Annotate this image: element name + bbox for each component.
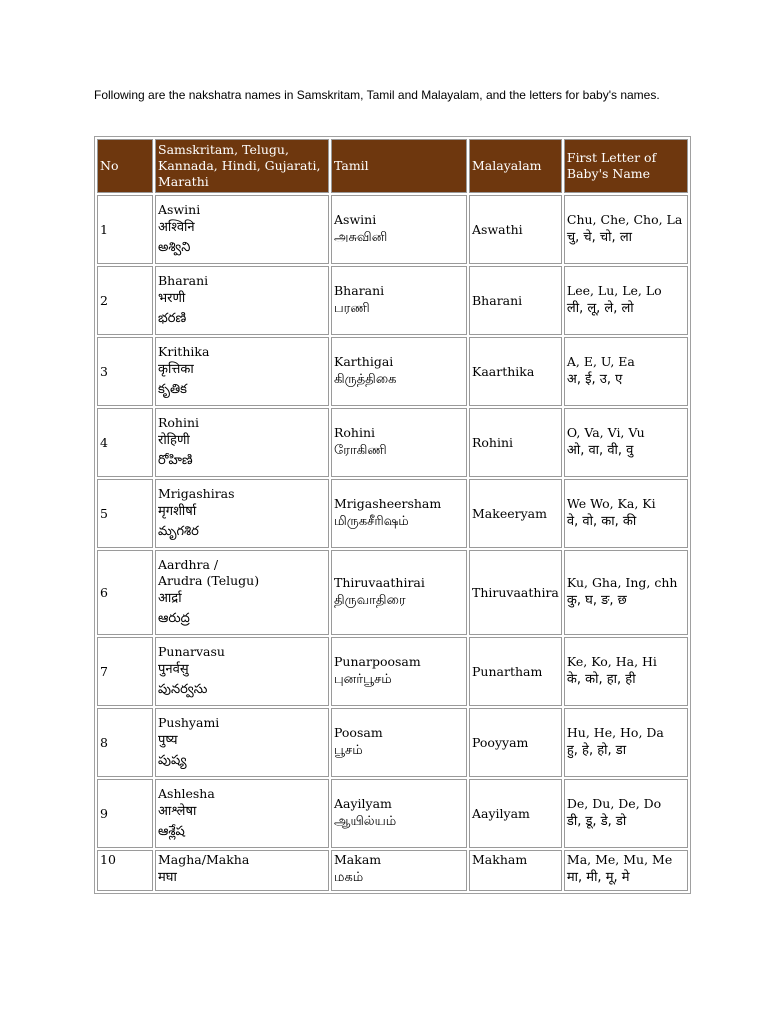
cell-no: 5 (97, 479, 153, 548)
cell-tamil-line: ரோகிணி (334, 442, 387, 458)
cell-malayalam: Rohini (469, 408, 562, 477)
cell-samskritam (155, 195, 329, 264)
cell-first-letter-line: Hu, He, Ho, Da (566, 724, 664, 740)
cell-first-letter-line: ली, लू, ले, लो (566, 300, 634, 316)
cell-malayalam: Bharani (469, 266, 562, 335)
cell-tamil-line: Punarpoosam (334, 653, 421, 669)
cell-tamil-line: மிருகசீரிஷம் (334, 513, 409, 529)
cell-samskritam-line: भरणी (158, 290, 186, 306)
cell-tamil-line: Aswini (334, 211, 377, 227)
cell-first-letter (564, 779, 688, 848)
cell-first-letter-line: Chu, Che, Cho, La (566, 211, 683, 227)
cell-first-letter-line: कु, घ, ङ, छ (566, 592, 627, 608)
table-row (97, 637, 688, 706)
cell-tamil-line: திருவாதிரை (334, 592, 406, 608)
cell-samskritam (155, 637, 329, 706)
cell-tamil-line: பரணி (334, 300, 370, 316)
cell-samskritam-line: Ashlesha (158, 785, 215, 801)
cell-samskritam-line: Aardhra / (158, 556, 219, 572)
cell-first-letter-line: Ma, Me, Mu, Me (566, 852, 673, 867)
table-row (97, 266, 688, 335)
cell-first-letter (564, 479, 688, 548)
cell-malayalam: Thiruvaathira (469, 550, 562, 635)
cell-first-letter-line: अ, ई, उ, ए (566, 371, 623, 387)
cell-samskritam-line: భరణి (158, 310, 187, 326)
cell-malayalam: Makeeryam (469, 479, 562, 548)
cell-first-letter-line: We Wo, Ka, Ki (566, 495, 656, 511)
cell-samskritam-line: आश्लेषा (158, 803, 197, 819)
cell-no: 10 (97, 850, 153, 891)
cell-tamil (331, 708, 467, 777)
cell-tamil-line: Poosam (334, 724, 383, 740)
cell-no: 8 (97, 708, 153, 777)
cell-tamil (331, 195, 467, 264)
cell-first-letter (564, 408, 688, 477)
cell-malayalam: Kaarthika (469, 337, 562, 406)
cell-no: 3 (97, 337, 153, 406)
cell-no: 1 (97, 195, 153, 264)
cell-tamil-line: Aayilyam (334, 795, 392, 811)
table-row (97, 708, 688, 777)
cell-malayalam: Aswathi (469, 195, 562, 264)
cell-samskritam (155, 479, 329, 548)
cell-samskritam (155, 850, 329, 891)
cell-tamil (331, 637, 467, 706)
cell-first-letter-line: O, Va, Vi, Vu (566, 424, 645, 440)
cell-first-letter (564, 266, 688, 335)
cell-samskritam-line: Krithika (158, 343, 210, 359)
cell-samskritam-line: आर्द्रा (158, 590, 182, 606)
cell-samskritam (155, 337, 329, 406)
table-body (97, 195, 688, 891)
cell-samskritam-line: पुष्य (158, 732, 178, 748)
cell-no: 6 (97, 550, 153, 635)
cell-malayalam: Aayilyam (469, 779, 562, 848)
header-first-letter: First Letter of Baby's Name (564, 139, 688, 193)
cell-tamil (331, 337, 467, 406)
cell-samskritam (155, 408, 329, 477)
cell-first-letter (564, 550, 688, 635)
cell-no: 2 (97, 266, 153, 335)
cell-samskritam-line: పుష్య (158, 752, 187, 768)
header-tamil: Tamil (331, 139, 467, 193)
cell-tamil-line: Bharani (334, 282, 385, 298)
cell-samskritam-line: Mrigashiras (158, 485, 235, 501)
table-row (97, 195, 688, 264)
cell-tamil (331, 266, 467, 335)
intro-text: Following are the nakshatra names in Samskritam, Tamil and Malayalam, and the letters for baby's names. (94, 88, 660, 102)
cell-samskritam-line: పునర్వసు (158, 681, 208, 697)
cell-samskritam-line: రోహిణి (158, 452, 193, 468)
cell-samskritam-line: Rohini (158, 414, 200, 430)
cell-tamil-line: Thiruvaathirai (334, 574, 425, 590)
nakshatra-table-container (94, 136, 691, 894)
table-header-row (97, 139, 688, 193)
cell-samskritam-line: मघा (158, 870, 177, 885)
cell-first-letter-line: ओ, वा, वी, वु (566, 442, 634, 458)
cell-samskritam-line: Pushyami (158, 714, 220, 730)
cell-samskritam-line: ఆరుద్ర (158, 610, 190, 626)
cell-samskritam (155, 779, 329, 848)
cell-no: 9 (97, 779, 153, 848)
cell-tamil-line: Mrigasheersham (334, 495, 442, 511)
cell-first-letter (564, 337, 688, 406)
header-samskritam: Samskritam, Telugu, Kannada, Hindi, Gujarati, Marathi (155, 139, 329, 193)
cell-tamil (331, 850, 467, 891)
cell-tamil (331, 479, 467, 548)
cell-tamil-line: பூசம் (334, 742, 363, 758)
cell-first-letter-line: हु, हे, हो, डा (566, 742, 627, 758)
cell-no: 7 (97, 637, 153, 706)
table-row (97, 779, 688, 848)
cell-samskritam-line: Arudra (Telugu) (158, 572, 260, 588)
cell-samskritam (155, 550, 329, 635)
cell-first-letter-line: Ku, Gha, Ing, chh (566, 574, 678, 590)
cell-samskritam-line: ఆశ్లేష (158, 823, 185, 839)
cell-first-letter (564, 195, 688, 264)
cell-first-letter-line: De, Du, De, Do (566, 795, 662, 811)
cell-tamil-line: அசுவினி (334, 229, 388, 245)
cell-samskritam (155, 708, 329, 777)
cell-tamil (331, 408, 467, 477)
cell-first-letter (564, 708, 688, 777)
cell-malayalam: Pooyyam (469, 708, 562, 777)
cell-samskritam-line: कृत्तिका (158, 361, 194, 377)
cell-samskritam-line: అశ్విని (158, 239, 191, 255)
cell-samskritam-line: रोहिणी (158, 432, 190, 448)
cell-tamil-line: கிருத்திகை (334, 371, 397, 387)
cell-samskritam-line: కృతిక (158, 381, 187, 397)
cell-samskritam (155, 266, 329, 335)
cell-first-letter-line: Ke, Ko, Ha, Hi (566, 653, 657, 669)
cell-tamil-line: Karthigai (334, 353, 394, 369)
cell-samskritam-line: Punarvasu (158, 643, 225, 659)
header-malayalam: Malayalam (469, 139, 562, 193)
table-row (97, 850, 688, 891)
cell-first-letter-line: डी, डू, डे, डो (566, 813, 627, 829)
cell-first-letter (564, 637, 688, 706)
cell-tamil-line: புனர்பூசம் (334, 671, 392, 687)
cell-samskritam-line: अश्विनि (158, 219, 195, 235)
nakshatra-table (94, 136, 691, 894)
cell-malayalam: Makham (469, 850, 562, 891)
cell-first-letter-line: मा, मी, मू, मे (566, 870, 630, 885)
cell-first-letter-line: A, E, U, Ea (566, 353, 635, 369)
table-row (97, 408, 688, 477)
cell-tamil (331, 779, 467, 848)
cell-first-letter (564, 850, 688, 891)
cell-samskritam-line: मृगशीर्षा (158, 503, 197, 519)
cell-first-letter-line: के, को, हा, ही (566, 671, 636, 687)
cell-tamil-line: Rohini (334, 424, 376, 440)
cell-samskritam-line: Bharani (158, 272, 209, 288)
cell-first-letter-line: Lee, Lu, Le, Lo (566, 282, 662, 298)
cell-tamil (331, 550, 467, 635)
cell-no: 4 (97, 408, 153, 477)
cell-first-letter-line: चु, चे, चो, ला (566, 229, 632, 245)
cell-tamil-line: ஆயில்யம் (334, 813, 397, 829)
cell-samskritam-line: पुनर्वसु (158, 661, 189, 677)
table-row (97, 550, 688, 635)
cell-malayalam: Punartham (469, 637, 562, 706)
header-no: No (97, 139, 153, 193)
cell-tamil-line: Makam (334, 852, 382, 867)
cell-first-letter-line: वे, वो, का, की (566, 513, 637, 529)
table-row (97, 337, 688, 406)
cell-samskritam-line: Magha/Makha (158, 852, 250, 867)
table-row (97, 479, 688, 548)
cell-tamil-line: மகம் (334, 870, 364, 885)
cell-samskritam-line: Aswini (158, 201, 201, 217)
cell-samskritam-line: మృగశిర (158, 523, 199, 539)
